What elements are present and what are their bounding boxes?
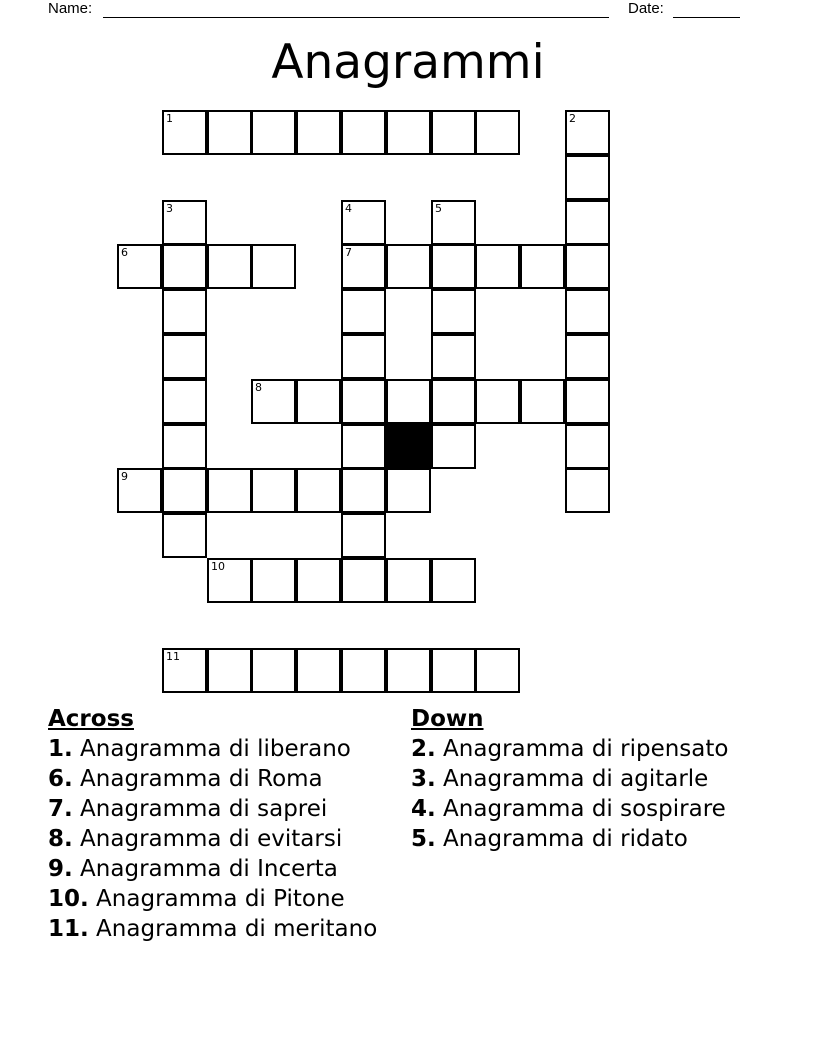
grid-cell[interactable] <box>341 558 386 603</box>
grid-cell[interactable] <box>386 379 431 424</box>
grid-cell[interactable] <box>296 110 341 155</box>
grid-cell[interactable] <box>341 110 386 155</box>
grid-cell[interactable] <box>565 155 610 200</box>
grid-cell[interactable] <box>162 200 207 245</box>
grid-cell[interactable] <box>296 648 341 693</box>
grid-cell[interactable] <box>207 468 252 513</box>
clue-text: Anagramma di ripensato <box>435 736 729 762</box>
across-clue <box>48 854 377 884</box>
down-clue <box>411 794 728 824</box>
grid-cell[interactable] <box>565 244 610 289</box>
grid-cell[interactable] <box>117 468 162 513</box>
clue-number: 6 <box>121 246 128 259</box>
clue-text: Anagramma di Roma <box>72 766 323 792</box>
grid-cell[interactable] <box>431 558 476 603</box>
clue-number: 4 <box>345 202 352 215</box>
clue-number: 5 <box>435 202 442 215</box>
grid-cell[interactable] <box>431 334 476 379</box>
clue-number: 8 <box>255 381 262 394</box>
down-heading: Down <box>411 706 484 732</box>
grid-cell[interactable] <box>386 468 431 513</box>
grid-cell[interactable] <box>251 468 296 513</box>
clue-number: 10. <box>48 886 89 912</box>
clue-number: 3. <box>411 766 436 792</box>
grid-cell[interactable] <box>341 468 386 513</box>
grid-cell[interactable] <box>386 110 431 155</box>
down-clues <box>411 704 728 854</box>
grid-cell[interactable] <box>431 244 476 289</box>
grid-cell[interactable] <box>162 244 207 289</box>
across-clue <box>48 884 377 914</box>
black-square <box>386 424 431 469</box>
clue-number: 11 <box>166 650 180 663</box>
grid-cell[interactable] <box>565 424 610 469</box>
clue-number: 9. <box>48 856 73 882</box>
grid-cell[interactable] <box>431 200 476 245</box>
clue-number: 1 <box>166 112 173 125</box>
grid-cell[interactable] <box>341 379 386 424</box>
clue-number: 2 <box>569 112 576 125</box>
grid-cell[interactable] <box>162 379 207 424</box>
grid-cell[interactable] <box>475 379 520 424</box>
clue-number: 5. <box>411 826 436 852</box>
across-heading: Across <box>48 706 134 732</box>
clue-number: 1. <box>48 736 73 762</box>
grid-cell[interactable] <box>565 334 610 379</box>
grid-cell[interactable] <box>565 200 610 245</box>
grid-cell[interactable] <box>341 424 386 469</box>
grid-cell[interactable] <box>207 558 252 603</box>
clue-text: Anagramma di agitarle <box>435 766 709 792</box>
grid-cell[interactable] <box>162 424 207 469</box>
clue-text: Anagramma di Incerta <box>72 856 338 882</box>
grid-cell[interactable] <box>565 289 610 334</box>
grid-cell[interactable] <box>117 244 162 289</box>
grid-cell[interactable] <box>341 334 386 379</box>
grid-cell[interactable] <box>341 244 386 289</box>
grid-cell[interactable] <box>475 110 520 155</box>
clue-number: 6. <box>48 766 73 792</box>
puzzle-title: Anagrammi <box>271 35 545 90</box>
across-clue <box>48 824 377 854</box>
down-clue <box>411 764 728 794</box>
grid-cell[interactable] <box>162 513 207 558</box>
grid-cell[interactable] <box>296 468 341 513</box>
across-clues <box>48 704 377 944</box>
across-clue <box>48 734 377 764</box>
grid-cell[interactable] <box>341 200 386 245</box>
grid-cell[interactable] <box>296 558 341 603</box>
down-clue <box>411 734 728 764</box>
grid-cell[interactable] <box>207 244 252 289</box>
clue-number: 7 <box>345 246 352 259</box>
grid-cell[interactable] <box>565 379 610 424</box>
grid-cell[interactable] <box>520 244 565 289</box>
grid-cell[interactable] <box>386 558 431 603</box>
grid-cell[interactable] <box>341 648 386 693</box>
grid-cell[interactable] <box>207 648 252 693</box>
grid-cell[interactable] <box>565 468 610 513</box>
clue-number: 7. <box>48 796 73 822</box>
across-clue <box>48 914 377 944</box>
grid-cell[interactable] <box>162 334 207 379</box>
grid-cell[interactable] <box>431 110 476 155</box>
clue-number: 11. <box>48 916 89 942</box>
grid-cell[interactable] <box>162 110 207 155</box>
across-clue <box>48 794 377 824</box>
grid-cell[interactable] <box>431 424 476 469</box>
grid-cell[interactable] <box>431 289 476 334</box>
clue-number: 10 <box>211 560 225 573</box>
clue-text: Anagramma di liberano <box>72 736 351 762</box>
clue-text: Anagramma di meritano <box>88 916 378 942</box>
date-label: Date: <box>628 0 664 17</box>
grid-cell[interactable] <box>251 558 296 603</box>
grid-cell[interactable] <box>431 379 476 424</box>
grid-cell[interactable] <box>520 379 565 424</box>
clue-text: Anagramma di evitarsi <box>72 826 343 852</box>
grid-cell[interactable] <box>296 379 341 424</box>
grid-cell[interactable] <box>251 110 296 155</box>
clue-number: 2. <box>411 736 436 762</box>
clue-number: 3 <box>166 202 173 215</box>
clue-text: Anagramma di sospirare <box>435 796 726 822</box>
across-clue <box>48 764 377 794</box>
grid-cell[interactable] <box>341 289 386 334</box>
grid-cell[interactable] <box>162 289 207 334</box>
grid-cell[interactable] <box>475 648 520 693</box>
grid-cell[interactable] <box>386 648 431 693</box>
grid-cell[interactable] <box>251 379 296 424</box>
grid-cell[interactable] <box>475 244 520 289</box>
clue-number: 8. <box>48 826 73 852</box>
grid-cell[interactable] <box>386 244 431 289</box>
grid-cell[interactable] <box>341 513 386 558</box>
grid-cell[interactable] <box>207 110 252 155</box>
name-label: Name: <box>48 0 93 17</box>
clue-text: Anagramma di saprei <box>72 796 328 822</box>
clue-text: Anagramma di ridato <box>435 826 688 852</box>
down-clue <box>411 824 728 854</box>
grid-cell[interactable] <box>251 244 296 289</box>
grid-cell[interactable] <box>431 648 476 693</box>
grid-cell[interactable] <box>565 110 610 155</box>
clue-number: 9 <box>121 470 128 483</box>
clue-text: Anagramma di Pitone <box>88 886 345 912</box>
grid-cell[interactable] <box>162 468 207 513</box>
clue-number: 4. <box>411 796 436 822</box>
grid-cell[interactable] <box>251 648 296 693</box>
grid-cell[interactable] <box>162 648 207 693</box>
